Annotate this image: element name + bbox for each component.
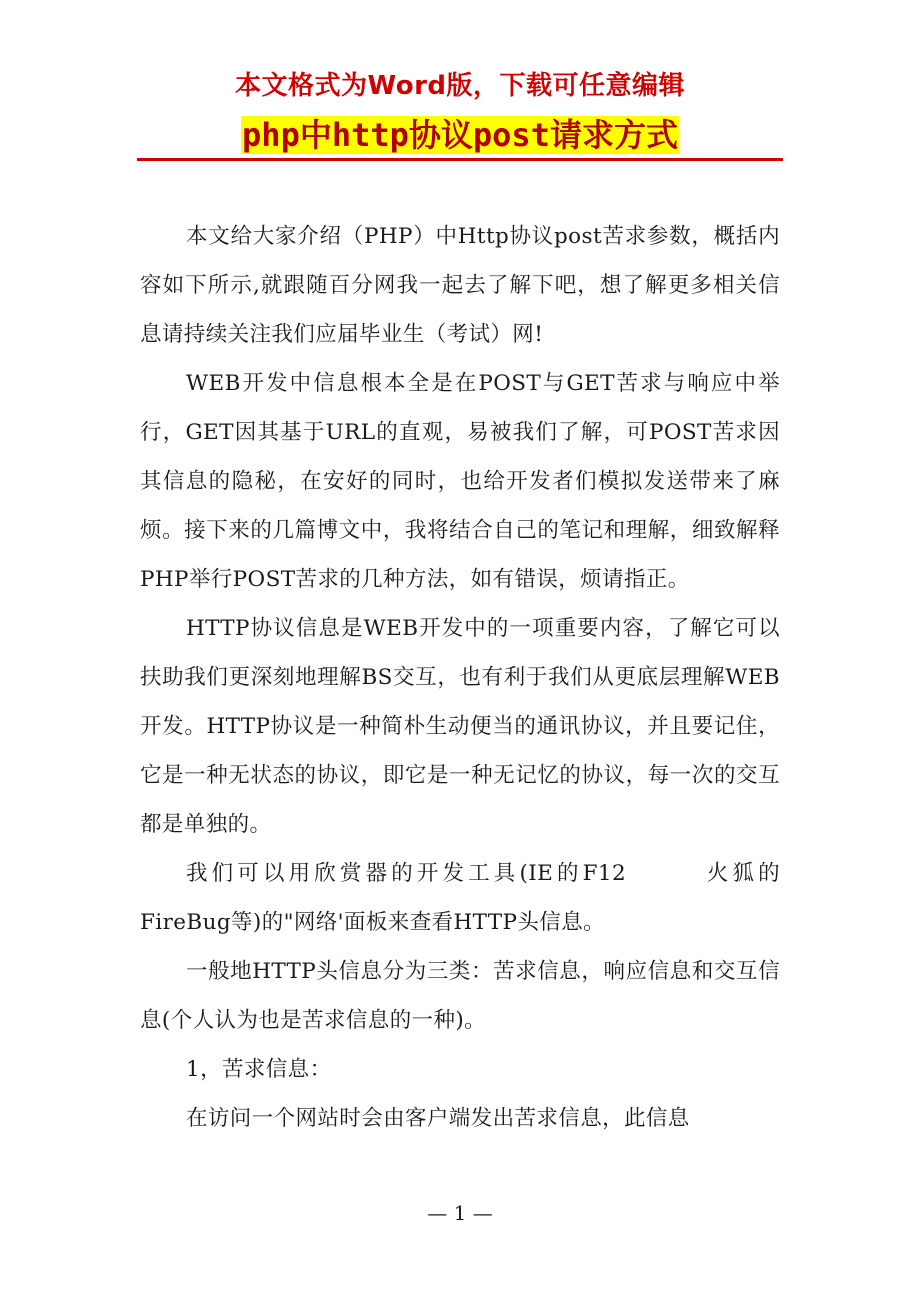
paragraph-request-heading: 1，苦求信息： <box>186 1057 332 1082</box>
paragraph-post-get: WEB开发中信息根本全是在POST与GET苦求与响应中举行，GET因其基于URL的直观，易被我们了解，可POST苦求因其信息的隐秘，在安好的同时，也给开发者们模拟发送带来了麻烦。接下来的几篇博文中，我将结合自己的笔记和理解，细致解释PHP举行POST苦求的几种方法，如有错误，烦请指正。 <box>140 371 780 592</box>
page-number: — 1 — <box>427 1201 493 1225</box>
paragraph-dev-tools: 我们可以用欣赏器的开发工具(IE的F12 火狐的FireBug等)的"网络'面板来查看HTTP头信息。 <box>140 861 780 935</box>
document-body <box>140 212 780 1143</box>
paragraph-intro: 本文给大家介绍（PHP）中Http协议post苦求参数，概括内容如下所示,就跟随百分网我一起去了解下吧，想了解更多相关信息请持续关注我们应届毕业生（考试）网! <box>140 224 780 347</box>
format-banner: 本文格式为Word版，下载可任意编辑 <box>234 71 686 101</box>
paragraph-header-types: 一般地HTTP头信息分为三类：苦求信息，响应信息和交互信息(个人认为也是苦求信息的一种)。 <box>140 959 780 1033</box>
paragraph-http-protocol: HTTP协议信息是WEB开发中的一项重要内容，了解它可以扶助我们更深刻地理解BS交互，也有利于我们从更底层理解WEB开发。HTTP协议是一种简朴生动便当的通讯协议，并且要记住，它是一种无状态的协议，即它是一种无记忆的协议，每一次的交互都是单独的。 <box>140 616 780 837</box>
document-title <box>0 112 920 158</box>
paragraph-request-info: 在访问一个网站时会由客户端发出苦求信息，此信息 <box>186 1106 690 1131</box>
title-divider <box>137 158 783 161</box>
document-title-text: php中http协议post请求方式 <box>242 116 678 154</box>
